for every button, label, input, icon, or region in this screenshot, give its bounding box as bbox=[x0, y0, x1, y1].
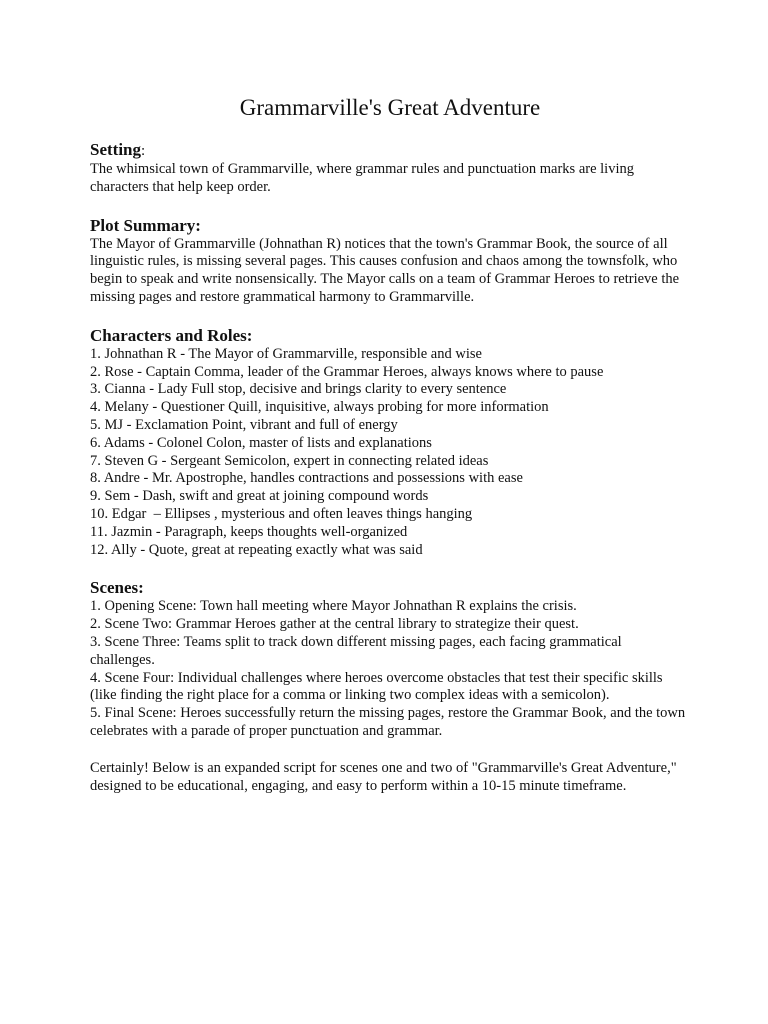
character-item: 2. Rose - Captain Comma, leader of the Grammar Heroes, always knows where to pause bbox=[90, 363, 604, 380]
characters-list bbox=[90, 346, 690, 560]
character-item: 3. Cianna - Lady Full stop, decisive and brings clarity to every sentence bbox=[90, 381, 507, 398]
setting-section bbox=[90, 140, 690, 197]
scene-item: 4. Scene Four: Individual challenges where heroes overcome obstacles that test their specific skills (like finding the right place for a comma or linking two complex ideas with a semicolon). bbox=[90, 669, 667, 704]
plot-section bbox=[90, 216, 690, 307]
characters-section bbox=[90, 326, 690, 560]
setting-heading bbox=[90, 140, 690, 161]
character-item: 10. Edgar – Ellipses , mysterious and often leaves things hanging bbox=[90, 505, 473, 522]
character-item: 12. Ally - Quote, great at repeating exactly what was said bbox=[90, 541, 423, 558]
plot-body: The Mayor of Grammarville (Johnathan R) notices that the town's Grammar Book, the source of all linguistic rules, is missing several pages. This causes confusion and chaos among the townsfolk, who begin to speak and write nonsensically. The Mayor calls on a team of Grammar Heroes to retrieve the missing pages and restore grammatical harmony to Grammarville. bbox=[90, 235, 680, 305]
character-item: 7. Steven G - Sergeant Semicolon, expert in connecting related ideas bbox=[90, 452, 489, 469]
scene-item: 1. Opening Scene: Town hall meeting where Mayor Johnathan R explains the crisis. bbox=[90, 598, 577, 615]
scenes-heading: Scenes: bbox=[90, 578, 144, 598]
character-item: 8. Andre - Mr. Apostrophe, handles contractions and possessions with ease bbox=[90, 470, 523, 487]
scene-item: 5. Final Scene: Heroes successfully return the missing pages, restore the Grammar Book, and the town celebrates with a parade of proper punctuation and grammar. bbox=[90, 705, 689, 739]
setting-heading-text: Setting bbox=[90, 140, 141, 159]
scenes-section bbox=[90, 578, 690, 740]
characters-heading: Characters and Roles: bbox=[90, 325, 253, 345]
character-item: 6. Adams - Colonel Colon, master of lists and explanations bbox=[90, 434, 432, 451]
plot-heading: Plot Summary: bbox=[90, 215, 201, 235]
document-page bbox=[90, 92, 690, 795]
setting-heading-colon: : bbox=[141, 143, 146, 159]
document-title: Grammarville's Great Adventure bbox=[239, 95, 541, 120]
character-item: 11. Jazmin - Paragraph, keeps thoughts well-organized bbox=[90, 523, 408, 540]
character-item: 4. Melany - Questioner Quill, inquisitive, always probing for more information bbox=[90, 399, 549, 416]
scenes-list bbox=[90, 598, 690, 740]
closing-paragraph: Certainly! Below is an expanded script for scenes one and two of "Grammarville's Great Adventure," designed to be educational, engaging, and easy to perform within a 10-15 minute timeframe. bbox=[90, 759, 677, 794]
scene-item: 2. Scene Two: Grammar Heroes gather at the central library to strategize their quest. bbox=[90, 616, 579, 633]
scene-item: 3. Scene Three: Teams split to track down different missing pages, each facing grammatical challenges. bbox=[90, 633, 626, 668]
setting-body: The whimsical town of Grammarville, where grammar rules and punctuation marks are living characters that help keep order. bbox=[90, 161, 634, 195]
character-item: 5. MJ - Exclamation Point, vibrant and full of energy bbox=[90, 416, 398, 433]
character-item: 1. Johnathan R - The Mayor of Grammarville, responsible and wise bbox=[90, 345, 482, 362]
character-item: 9. Sem - Dash, swift and great at joining compound words bbox=[90, 488, 429, 505]
